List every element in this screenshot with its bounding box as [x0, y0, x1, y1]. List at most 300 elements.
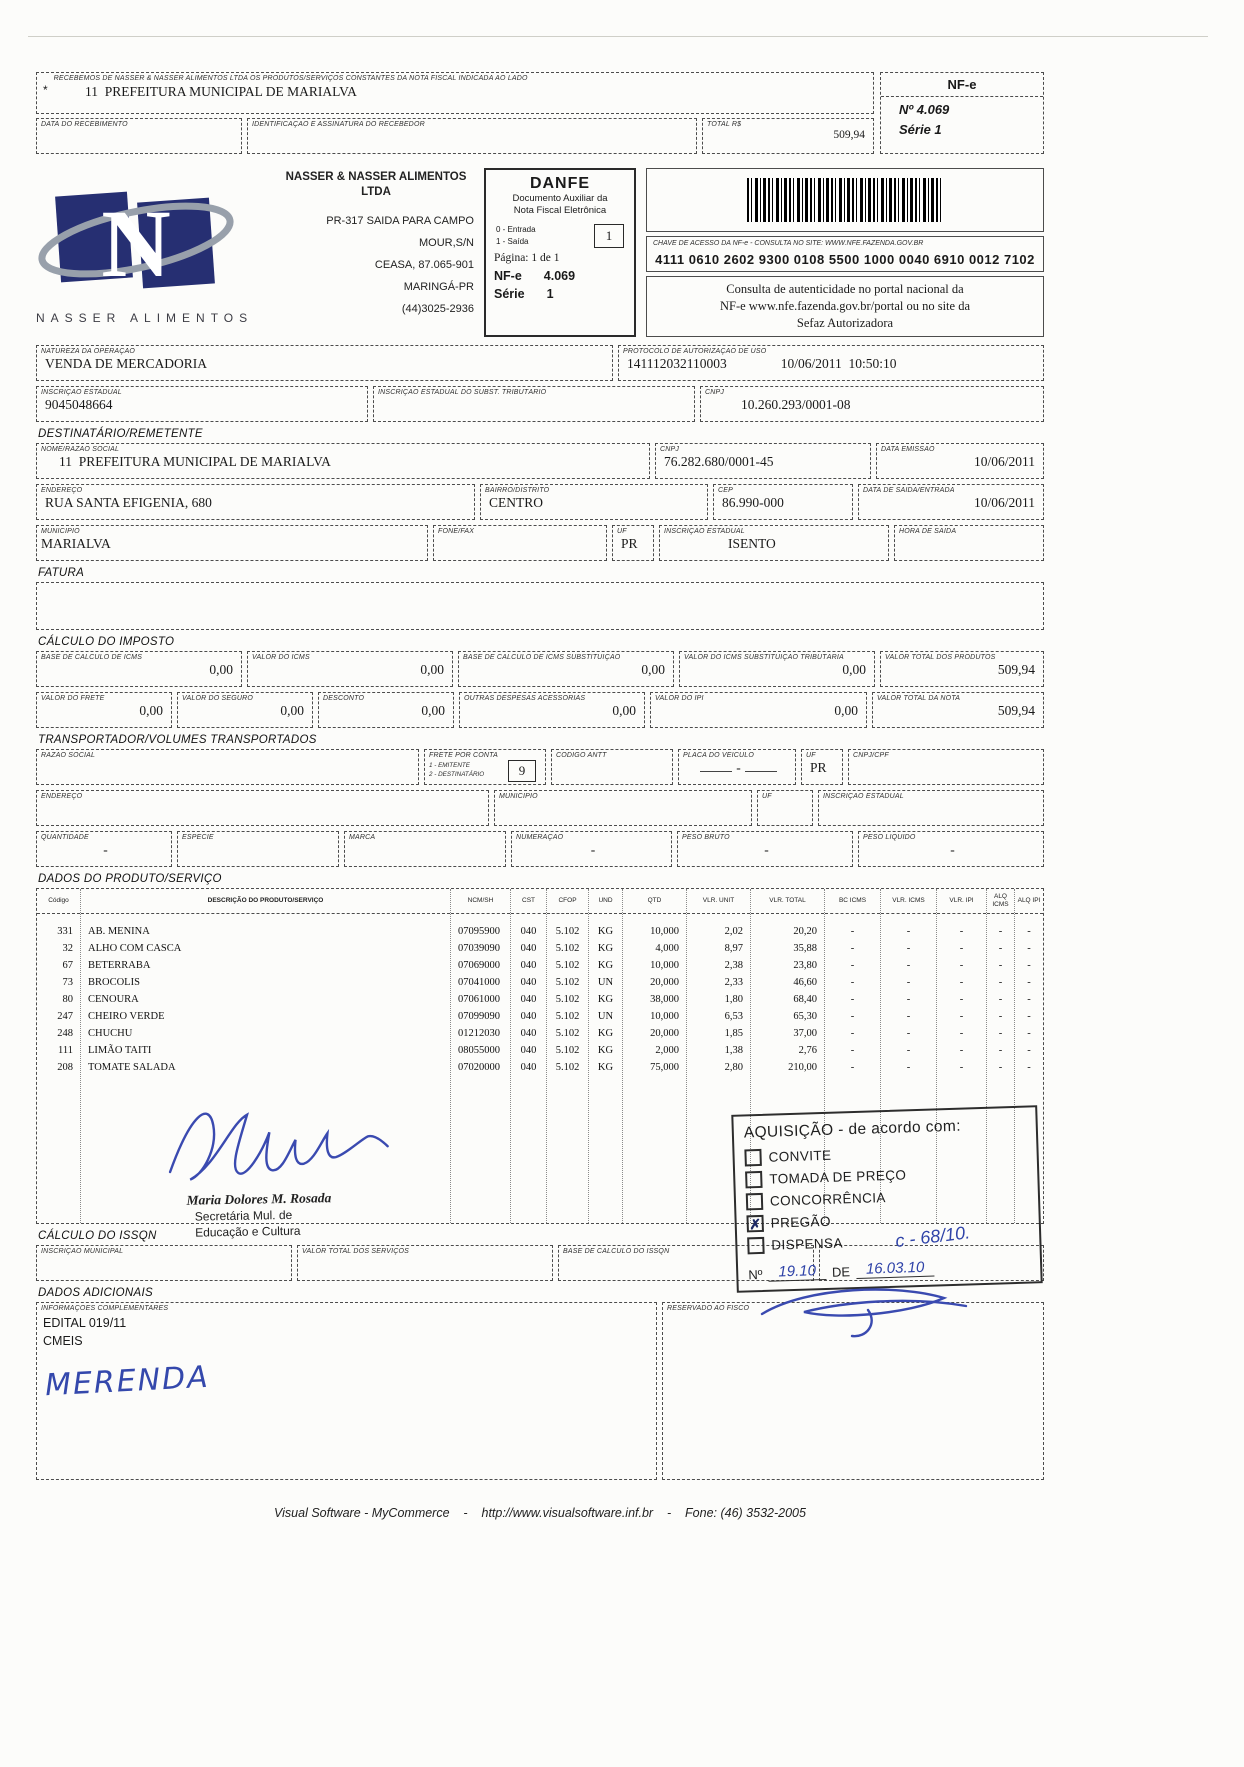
stamp-option	[747, 1229, 1029, 1255]
danfe-box	[484, 168, 636, 337]
field-inscricao-estadual	[36, 386, 368, 422]
product-cell: ALHO COM CASCA	[88, 942, 182, 954]
svg-text:N: N	[101, 190, 171, 297]
section-title-fatura: FATURA	[38, 566, 85, 579]
field-label: OUTRAS DESPESAS ACESSÓRIAS	[464, 694, 586, 702]
authenticity-line: Sefaz Autorizadora	[796, 315, 894, 330]
field-label: VALOR DO ICMS	[252, 653, 310, 661]
stamp-de-label: DE	[831, 1264, 851, 1280]
field-uf	[612, 525, 654, 561]
product-cell: 07099090	[458, 1010, 500, 1022]
product-cell: -	[998, 993, 1003, 1005]
stamp-option-label: CONCORRÊNCIA	[769, 1190, 887, 1209]
product-column-header: ALQ IPI	[1015, 889, 1043, 914]
product-cell: KG	[597, 1027, 614, 1039]
field-label: BASE DE CÁLCULO DO ISSQN	[563, 1247, 670, 1255]
product-column-header: CFOP	[547, 889, 588, 914]
product-column-header: DESCRIÇÃO DO PRODUTO/SERVIÇO	[81, 889, 450, 914]
field-cep	[713, 484, 853, 520]
product-cell: -	[998, 1010, 1003, 1022]
handwritten-flourish	[748, 1280, 978, 1349]
field-informacoes-complementares	[36, 1302, 657, 1480]
field-valor-ipi	[650, 692, 867, 728]
product-cell: -	[906, 1010, 911, 1022]
handwritten-merenda: MERENDA	[44, 1359, 211, 1403]
product-cell: 5.102	[555, 925, 580, 937]
stamp-option-label: DISPENSA	[771, 1235, 844, 1253]
field-protocolo-autorizacao	[618, 345, 1044, 381]
product-cell: 6,53	[724, 1010, 743, 1022]
blank-line	[700, 760, 732, 772]
field-inscricao-municipal	[36, 1245, 292, 1281]
field-total-rs	[702, 118, 874, 154]
product-column	[623, 889, 687, 1223]
entrada-saida-block	[496, 224, 624, 248]
product-column-cells	[589, 914, 622, 1223]
field-municipio-transporte	[494, 790, 752, 826]
field-endereco-transporte	[36, 790, 489, 826]
section-title-dados-adicionais: DADOS ADICIONAIS	[38, 1286, 153, 1299]
field-label: DESCONTO	[323, 694, 365, 702]
product-cell: 20,000	[650, 1027, 679, 1039]
product-cell: 5.102	[555, 1044, 580, 1056]
product-cell: 208	[57, 1061, 73, 1073]
field-bairro-distrito	[480, 484, 708, 520]
stamp-option-label: CONVITE	[768, 1147, 832, 1165]
product-cell: -	[998, 976, 1003, 988]
field-label: DATA DE SAÍDA/ENTRADA	[863, 486, 955, 494]
field-bc-icms-st	[458, 651, 674, 687]
field-data-emissao	[876, 443, 1044, 479]
field-label: BAIRRO/DISTRITO	[485, 486, 550, 494]
handwritten-pregao-note: c - 68/10.	[894, 1222, 972, 1251]
field-uf-transporte	[801, 749, 843, 785]
section-title-imposto: CÁLCULO DO IMPOSTO	[38, 635, 175, 648]
product-column-header: ALQ ICMS	[987, 889, 1014, 914]
stamp-option	[744, 1141, 1026, 1167]
product-column-header: UND	[589, 889, 622, 914]
tax-row-1	[36, 651, 1044, 687]
product-cell: -	[998, 925, 1003, 937]
field-municipio	[36, 525, 428, 561]
product-cell: 07095900	[458, 925, 500, 937]
product-cell: 35,88	[793, 942, 817, 954]
product-cell: CHUCHU	[88, 1027, 133, 1039]
total-value: 509,94	[833, 129, 865, 141]
product-cell: 01212030	[458, 1027, 500, 1039]
danfe-subtitle: Nota Fiscal Eletrônica	[513, 204, 607, 216]
field-value: 10.260.293/0001-08	[741, 396, 851, 412]
transport-row-1	[36, 749, 1044, 785]
product-cell: 20,000	[650, 976, 679, 988]
product-cell: -	[906, 976, 911, 988]
product-cell: 07039090	[458, 942, 500, 954]
field-label: NATUREZA DA OPERAÇÃO	[41, 347, 135, 355]
stamp-numero-label: Nº	[748, 1266, 763, 1283]
stamp-number-line	[748, 1256, 1030, 1283]
signature-scribble	[159, 1092, 396, 1188]
product-cell: -	[998, 942, 1003, 954]
field-label: CÓDIGO ANTT	[556, 751, 607, 759]
handwritten-numero: 19.10	[768, 1262, 826, 1282]
stamp-option-label: TOMADA DE PREÇO	[769, 1167, 907, 1187]
product-cell: -	[1027, 1027, 1031, 1039]
product-cell: LIMÃO TAITI	[88, 1044, 152, 1056]
product-column-header: VLR. IPI	[937, 889, 986, 914]
receipt-notice-label: RECEBEMOS DE NASSER & NASSER ALIMENTOS LTDA OS PRODUTOS/SERVIÇOS CONSTANTES DA NOTA FISCAL INDICADA AO LADO	[53, 75, 528, 82]
field-label: PLACA DO VEÍCULO	[683, 751, 755, 759]
info-line-edital: EDITAL 019/11	[43, 1315, 127, 1330]
product-cell: -	[998, 1044, 1003, 1056]
section-title-issqn: CÁLCULO DO ISSQN	[38, 1229, 157, 1242]
field-value: 509,94	[997, 661, 1035, 677]
field-label: INFORMAÇÕES COMPLEMENTARES	[41, 1304, 169, 1312]
product-cell: 040	[520, 942, 537, 954]
field-value: -	[950, 841, 955, 857]
product-cell: -	[959, 1010, 964, 1022]
checkbox-icon	[745, 1171, 763, 1189]
field-natureza-operacao	[36, 345, 613, 381]
nfe-id-box	[880, 72, 1044, 154]
product-cell: -	[998, 1027, 1003, 1039]
frete-option-emitente: 1 - EMITENTE	[429, 761, 470, 769]
product-column	[511, 889, 547, 1223]
field-razao-social	[36, 749, 419, 785]
field-label: RAZÃO SOCIAL	[41, 751, 96, 759]
product-cell: 80	[62, 993, 73, 1005]
product-cell: 10,000	[650, 925, 679, 937]
checkbox-checked-icon: ✗	[746, 1215, 764, 1233]
footer-text: Visual Software - MyCommerce - http://www.visualsoftware.inf.br - Fone: (46) 3532-2005	[274, 1505, 806, 1520]
product-column	[37, 889, 81, 1223]
product-cell: -	[850, 942, 855, 954]
field-value: 0,00	[641, 661, 665, 677]
product-cell: 040	[520, 959, 537, 971]
danfe-nfe-number	[494, 269, 626, 283]
field-placa-veiculo	[678, 749, 796, 785]
option-entrada: 0 - Entrada	[496, 224, 536, 234]
transport-row-3	[36, 831, 1044, 867]
field-value: ISENTO	[728, 535, 776, 551]
field-value: 0,00	[421, 702, 445, 718]
field-value: MARIALVA	[41, 535, 111, 551]
product-cell: -	[959, 959, 964, 971]
field-label: VALOR DO ICMS SUBSTITUIÇÃO TRIBUTÁRIA	[684, 653, 844, 661]
product-cell: -	[1027, 976, 1031, 988]
receipt-bottom-row	[36, 118, 874, 154]
product-cell: 8,97	[724, 942, 743, 954]
field-codigo-antt	[551, 749, 673, 785]
product-cell: -	[850, 976, 855, 988]
product-cell: 07041000	[458, 976, 500, 988]
field-uf2-transporte	[757, 790, 813, 826]
product-cell: CHEIRO VERDE	[88, 1010, 165, 1022]
field-label: TOTAL R$	[707, 121, 742, 128]
tipo-nf-box: 1	[594, 224, 624, 248]
field-value: -	[736, 759, 741, 775]
field-label: UF	[617, 527, 627, 535]
field-data-recebimento	[36, 118, 242, 154]
product-cell: -	[998, 1061, 1003, 1073]
field-value: 0,00	[612, 702, 636, 718]
product-cell: 248	[57, 1027, 73, 1039]
product-column	[547, 889, 589, 1223]
product-cell: 040	[520, 976, 537, 988]
stamp-options	[744, 1141, 1029, 1255]
field-desconto	[318, 692, 454, 728]
field-peso-bruto	[677, 831, 853, 867]
field-numeracao	[511, 831, 672, 867]
product-column-header: BC ICMS	[825, 889, 880, 914]
nfe-title: NF-e	[947, 77, 977, 92]
field-label: BASE DE CÁLCULO DE ICMS SUBSTITUIÇÃO	[463, 653, 621, 661]
product-cell: -	[1027, 1010, 1031, 1022]
field-label: CNPJ	[705, 388, 725, 396]
product-cell: 1,38	[724, 1044, 743, 1056]
product-cell: UN	[597, 976, 614, 988]
product-cell: 040	[520, 925, 537, 937]
field-ie-transporte	[818, 790, 1044, 826]
danfe-header	[36, 168, 1044, 337]
field-bc-icms	[36, 651, 242, 687]
field-especie	[177, 831, 339, 867]
field-fatura	[36, 582, 1044, 630]
product-cell: 5.102	[555, 1027, 580, 1039]
field-value: 11 PREFEITURA MUNICIPAL DE MARIALVA	[59, 453, 331, 469]
entrada-saida-options	[496, 224, 536, 248]
section-title-produtos: DADOS DO PRODUTO/SERVIÇO	[38, 872, 222, 885]
checkbox-icon	[744, 1149, 762, 1167]
field-quantidade	[36, 831, 172, 867]
product-cell: KG	[597, 993, 614, 1005]
serie-value: 1	[546, 286, 554, 301]
product-cell: 20,20	[793, 925, 817, 937]
field-label: DATA DO RECEBIMENTO	[41, 121, 128, 128]
product-column	[451, 889, 511, 1223]
field-label: INSCRIÇÃO ESTADUAL	[41, 388, 122, 396]
field-peso-liquido	[858, 831, 1044, 867]
field-value: -	[103, 841, 108, 857]
product-cell: 32	[62, 942, 73, 954]
field-label: BASE DE CÁLCULO DE ICMS	[41, 653, 143, 661]
field-identificacao-assinatura	[247, 118, 697, 154]
field-label: VALOR DO IPI	[655, 694, 704, 702]
product-column-header: VLR. ICMS	[881, 889, 936, 914]
barcode-box	[646, 168, 1044, 232]
field-value: 0,00	[834, 702, 858, 718]
product-cell: 5.102	[555, 993, 580, 1005]
tax-row-2	[36, 692, 1044, 728]
field-data-saida-entrada	[858, 484, 1044, 520]
protocol-datetime: 10/06/2011 10:50:10	[780, 355, 897, 371]
field-value: 10/06/2011	[973, 453, 1035, 469]
product-cell: KG	[597, 1061, 614, 1073]
field-valor-total-servicos	[297, 1245, 553, 1281]
product-cell: -	[1027, 1044, 1031, 1056]
field-marca	[344, 831, 506, 867]
field-label: ENDEREÇO	[41, 792, 83, 800]
receipt-strip	[36, 72, 1044, 154]
field-label: HORA DE SAÍDA	[899, 527, 957, 535]
product-cell: -	[906, 959, 911, 971]
product-column-header: VLR. TOTAL	[751, 889, 824, 914]
product-cell: -	[998, 959, 1003, 971]
stamp-option-label: PREGÃO	[770, 1213, 832, 1231]
operation-row	[36, 345, 1044, 381]
brand-wordmark: NASSER ALIMENTOS	[36, 311, 254, 325]
product-cell: 37,00	[793, 1027, 817, 1039]
product-cell: BETERRABA	[88, 959, 151, 971]
product-column	[589, 889, 623, 1223]
recipient-row-3	[36, 525, 1044, 561]
product-cell: 07069000	[458, 959, 500, 971]
field-value: 0,00	[420, 661, 444, 677]
field-label: FRETE POR CONTA	[429, 751, 498, 759]
frete-inner	[429, 760, 540, 782]
danfe-subtitle: Documento Auxiliar da	[512, 193, 608, 204]
field-label: INSCRIÇÃO ESTADUAL	[664, 527, 745, 535]
field-label: DATA EMISSÃO	[881, 445, 935, 453]
field-value: 0,00	[139, 702, 163, 718]
product-cell: KG	[597, 959, 614, 971]
access-key-value: 4111 0610 2602 9300 0108 5500 1000 0040 6910 0012 7102	[655, 252, 1035, 267]
product-cell: 111	[58, 1044, 73, 1056]
field-value: VENDA DE MERCADORIA	[45, 355, 207, 371]
field-outras-despesas	[459, 692, 645, 728]
product-cell: -	[906, 942, 911, 954]
product-cell: 4,000	[655, 942, 679, 954]
field-value: -	[590, 841, 596, 857]
field-label: NOME/RAZÃO SOCIAL	[41, 445, 120, 453]
product-cell: -	[906, 925, 911, 937]
emitter-phone: (44)3025-2936	[401, 302, 474, 315]
field-label: CNPJ/CPF	[853, 751, 889, 759]
product-cell: 75,000	[650, 1061, 679, 1073]
product-cell: -	[850, 1010, 855, 1022]
field-label: VALOR DO SEGURO	[182, 694, 254, 702]
product-cell: -	[959, 1044, 964, 1056]
emitter-logo-block	[36, 168, 268, 337]
product-cell: 5.102	[555, 942, 580, 954]
field-value: CENTRO	[489, 494, 543, 510]
handwritten-date: 16.03.10	[856, 1259, 935, 1279]
product-cell: 210,00	[788, 1061, 817, 1073]
access-key-block	[646, 168, 1044, 337]
product-cell: UN	[597, 1010, 614, 1022]
acquisition-stamp	[731, 1105, 1042, 1293]
product-cell: KG	[597, 925, 614, 937]
field-label: INSCRIÇÃO MUNICIPAL	[41, 1247, 124, 1255]
field-label: RESERVADO AO FISCO	[667, 1304, 750, 1312]
product-column-cells	[623, 914, 686, 1223]
field-label: UF	[806, 751, 816, 759]
product-column-cells	[37, 914, 80, 1223]
product-cell: -	[850, 1061, 855, 1073]
product-cell: 65,30	[793, 1010, 817, 1022]
field-value: -	[764, 841, 769, 857]
field-label: IDENTIFICAÇÃO E ASSINATURA DO RECEBEDOR	[252, 121, 425, 128]
field-valor-total-nota	[872, 692, 1044, 728]
product-cell: TOMATE SALADA	[88, 1061, 176, 1073]
product-cell: 73	[62, 976, 73, 988]
bullet-mark: *	[43, 83, 48, 97]
field-valor-frete	[36, 692, 172, 728]
nfe-value: 4.069	[543, 268, 576, 283]
frete-option-destinatario: 2 - DESTINATÁRIO	[429, 770, 485, 778]
field-label: PROTOCOLO DE AUTORIZAÇÃO DE USO	[623, 347, 767, 355]
product-cell: 10,000	[650, 1010, 679, 1022]
product-cell: -	[1027, 942, 1031, 954]
signatory-role: Educação e Cultura	[195, 1223, 301, 1240]
scan-artifact-line	[28, 36, 1208, 37]
product-column-header: QTD	[623, 889, 686, 914]
product-cell: -	[850, 925, 855, 937]
checkbox-icon	[747, 1237, 765, 1255]
field-inscricao-subst-tributario	[373, 386, 695, 422]
info-line-cmeis: CMEIS	[43, 1333, 83, 1348]
field-valor-icms	[247, 651, 453, 687]
frete-value-box: 9	[508, 760, 536, 782]
product-cell: 07020000	[458, 1061, 500, 1073]
field-label: VALOR DO FRETE	[41, 694, 105, 702]
recipient-row-2	[36, 484, 1044, 520]
signature-block	[159, 1092, 411, 1242]
checkbox-icon	[746, 1193, 764, 1211]
product-cell: -	[850, 1027, 855, 1039]
authenticity-line: NF-e www.nfe.fazenda.gov.br/portal ou no site da	[719, 298, 971, 313]
product-cell: 040	[520, 1010, 537, 1022]
product-cell: KG	[597, 942, 614, 954]
field-value: 0,00	[209, 661, 233, 677]
divider	[881, 96, 1043, 97]
product-cell: 331	[57, 925, 73, 937]
field-nome-razao-social	[36, 443, 650, 479]
field-label: ENDEREÇO	[41, 486, 83, 494]
product-column-cells	[547, 914, 588, 1223]
product-cell: -	[959, 942, 964, 954]
product-cell: -	[959, 1061, 964, 1073]
field-label: PESO LÍQUIDO	[863, 833, 916, 841]
field-value: 86.990-000	[722, 494, 784, 510]
field-label: UF	[762, 792, 772, 800]
fatura-row	[36, 582, 1044, 630]
protocol-number: 141112032110003	[627, 355, 727, 371]
field-cnpj-destinatario	[655, 443, 871, 479]
product-column-header: Código	[37, 889, 80, 914]
product-cell: 1,85	[724, 1027, 743, 1039]
state-registration-row	[36, 386, 1044, 422]
product-cell: -	[906, 1027, 911, 1039]
emitter-address: PR-317 SAIDA PARA CAMPO MOUR,S/N	[326, 214, 474, 249]
product-column-header: NCM/SH	[451, 889, 510, 914]
barcode	[747, 178, 943, 222]
field-label: MUNICÍPIO	[41, 527, 80, 535]
receipt-notice-box	[36, 72, 874, 114]
field-cnpj-cpf-transporte	[848, 749, 1044, 785]
signatory-name: Maria Dolores M. Rosada	[186, 1190, 332, 1208]
product-cell: -	[1027, 959, 1031, 971]
field-value: 509,94	[997, 702, 1035, 718]
transport-row-2	[36, 790, 1044, 826]
emitter-city: MARINGÁ-PR	[403, 280, 474, 293]
product-cell: -	[906, 993, 911, 1005]
product-cell: -	[959, 993, 964, 1005]
emitter-info	[278, 168, 474, 337]
product-cell: 5.102	[555, 1061, 580, 1073]
emitter-name: NASSER & NASSER ALIMENTOS LTDA	[285, 171, 467, 198]
field-value: PR	[621, 535, 638, 551]
product-cell: 67	[62, 959, 73, 971]
